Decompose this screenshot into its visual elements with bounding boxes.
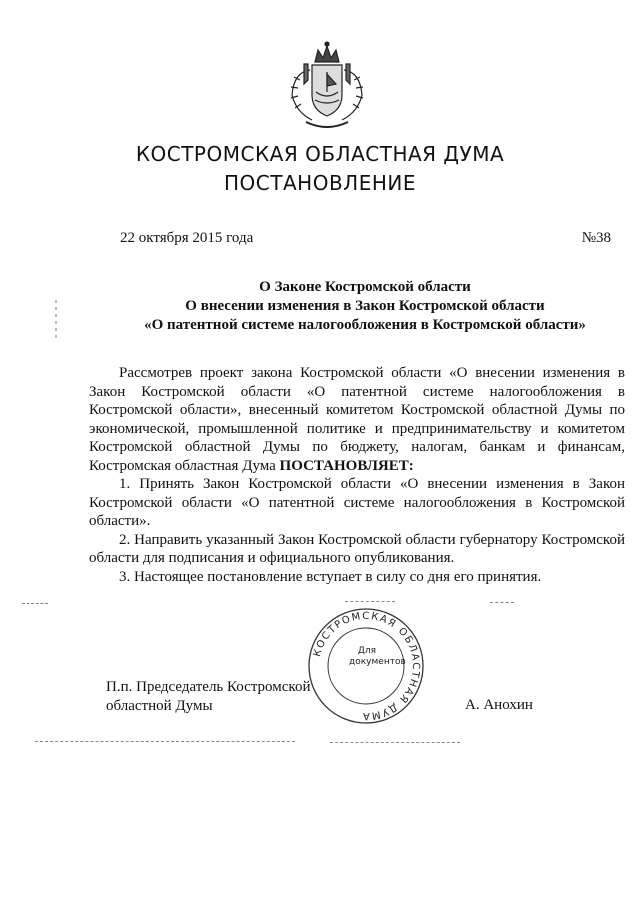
title-line-1: О Законе Костромской области [259,279,471,295]
scan-artifact-line [490,602,514,603]
signatory-name: А. Анохин [465,697,533,713]
preamble-text: Рассмотрев проект закона Костромской области «О внесении изменения в Закон Костромской области «О патентной системе налогообложения в Костромской области», внесенный комитетом Костромской областной Думы по экономической, промышленной политике и предпринимательству и комитетом Костромской областной Думы по бюджету, налогам, банкам и финансам, Костромская областная Дума [89,365,625,474]
document-type: ПОСТАНОВЛЕНИЕ [224,171,416,195]
stamp-center-line-2: документов [349,657,406,667]
scan-artifact-line [22,603,48,604]
document-date: 22 октября 2015 года [120,230,254,246]
scan-artifact-line [330,742,460,743]
stamp-ring-text: КОСТРОМСКАЯ ОБЛАСТНАЯ ДУМА [311,610,422,722]
signatory-title-line-1: П.п. Председатель Костромской [106,679,311,695]
preamble-paragraph [89,364,625,475]
scan-artifact-line [35,741,295,742]
signatory-title [106,678,310,716]
decision-item-1: 1. Принять Закон Костромской области «О внесении изменения в Закон Костромской области «О патентной системе налогообложения в Костромской области». [89,476,625,529]
decision-item-3: 3. Настоящее постановление вступает в силу со дня его принятия. [119,568,542,585]
stamp-center-text [349,646,406,668]
decree-word: ПОСТАНОВЛЯЕТ: [279,457,414,474]
title-line-3: «О патентной системе налогообложения в Костромской области» [144,317,586,333]
margin-mark [54,300,58,340]
stamp-center-line-1: Для [357,646,377,656]
document-body [89,364,625,586]
scan-artifact-line [345,601,395,602]
document-number: №38 [581,230,611,246]
document-title [90,278,640,335]
organization-name: КОСТРОМСКАЯ ОБЛАСТНАЯ ДУМА [135,142,505,166]
decision-item-2: 2. Направить указанный Закон Костромской области губернатору Костромской области для подписания и официального опубликования. [89,531,625,566]
coat-of-arms-emblem-icon [282,40,372,135]
signatory-title-line-2: областной Думы [106,698,213,714]
title-line-2: О внесении изменения в Закон Костромской области [185,298,545,314]
